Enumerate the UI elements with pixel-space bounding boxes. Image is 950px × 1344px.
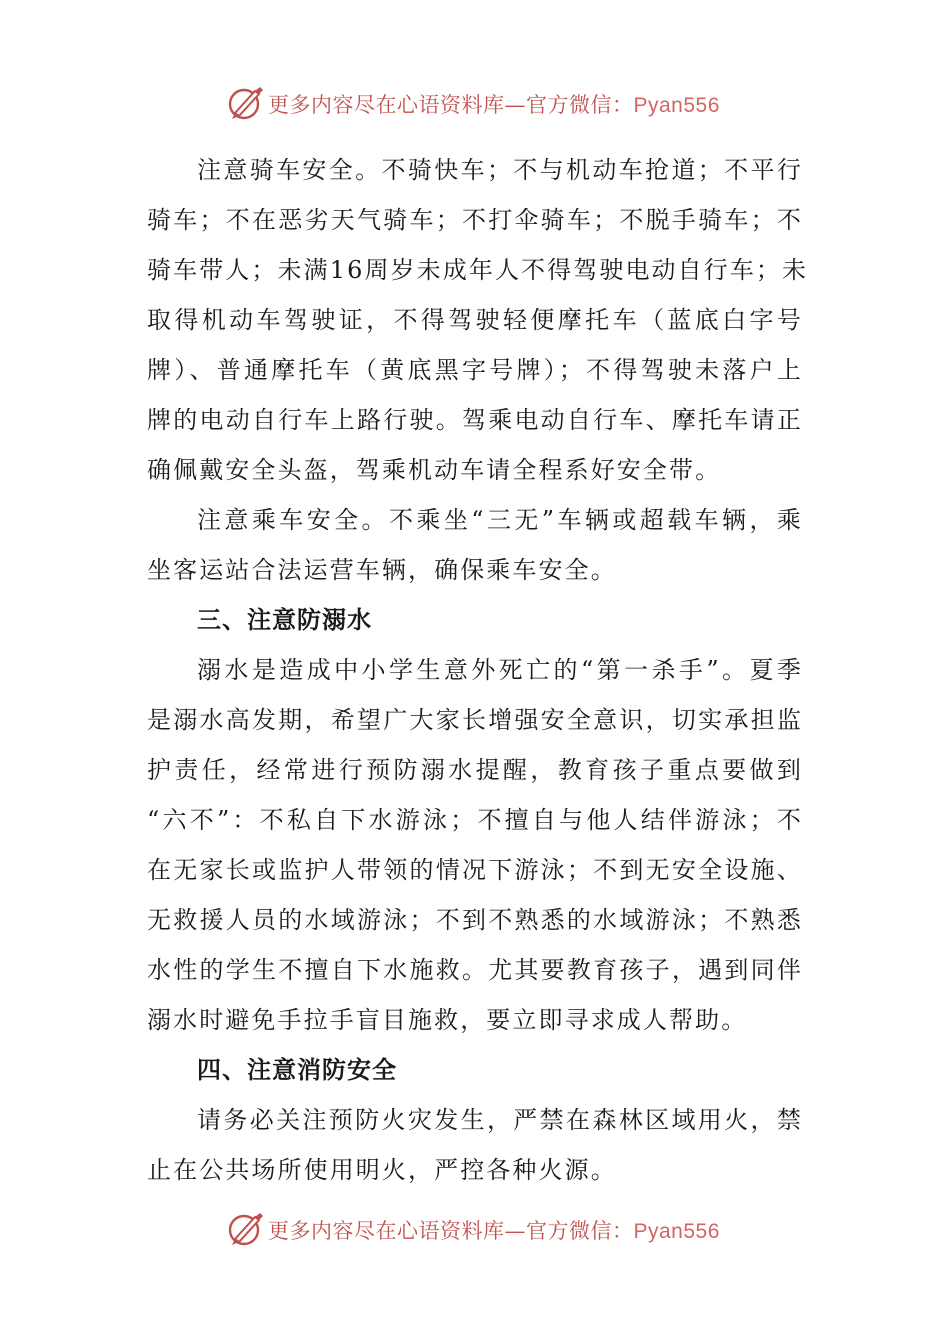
body-text-line: 确佩戴安全头盔，驾乘机动车请全程系好安全带。 [147,456,722,484]
body-text-line: 溺水时避免手拉手盲目施救，要立即寻求成人帮助。 [147,1006,748,1034]
watermark-handle: Pyan556 [633,94,720,117]
body-text-line: 是溺水高发期，希望广大家长增强安全意识，切实承担监 [147,706,803,734]
header-watermark [0,83,950,123]
body-text-line: 在无家长或监护人带领的情况下游泳；不到无安全设施、 [147,856,803,884]
body-text-line: 请务必关注预防火灾发生，严禁在森林区域用火，禁 [197,1106,803,1134]
watermark-text [268,89,720,119]
body-text-line: “六不”：不私自下水游泳；不擅自与他人结伴游泳；不 [147,806,803,834]
body-text-line: 止在公共场所使用明火，严控各种火源。 [147,1156,617,1184]
body-text-line: 无救援人员的水域游泳；不到不熟悉的水域游泳；不熟悉 [147,906,803,934]
body-text-line: 溺水是造成中小学生意外死亡的“第一杀手”。夏季 [197,656,803,684]
body-text-line: 注意乘车安全。不乘坐“三无”车辆或超载车辆，乘 [197,506,803,534]
body-text-line: 骑车带人；未满16周岁未成年人不得驾驶电动自行车；未 [147,256,809,284]
body-text-line: 水性的学生不擅自下水施救。尤其要教育孩子，遇到同伴 [147,956,803,984]
body-text-line: 骑车；不在恶劣天气骑车；不打伞骑车；不脱手骑车；不 [147,206,803,234]
watermark-handle: Pyan556 [633,1220,720,1243]
footer-watermark [0,1209,950,1249]
section-heading: 三、注意防溺水 [197,606,372,634]
pen-seal-logo-icon [225,1209,265,1249]
section-heading: 四、注意消防安全 [197,1056,397,1084]
pen-seal-logo-icon [225,83,265,123]
watermark-label: 更多内容尽在心语资料库—官方微信： [268,1219,634,1243]
body-text-line: 牌的电动自行车上路行驶。驾乘电动自行车、摩托车请正 [147,406,803,434]
body-text-line: 坐客运站合法运营车辆，确保乘车安全。 [147,556,617,584]
body-text-line: 护责任，经常进行预防溺水提醒，教育孩子重点要做到 [147,756,803,784]
body-text-line: 牌）、普通摩托车（黄底黑字号牌）；不得驾驶未落户上 [147,356,803,384]
body-text-line: 取得机动车驾驶证，不得驾驶轻便摩托车（蓝底白字号 [147,306,803,334]
body-text-line: 注意骑车安全。不骑快车；不与机动车抢道；不平行 [197,156,803,184]
document-body [147,145,809,1195]
watermark-text [268,1215,720,1245]
watermark-label: 更多内容尽在心语资料库—官方微信： [268,93,634,117]
